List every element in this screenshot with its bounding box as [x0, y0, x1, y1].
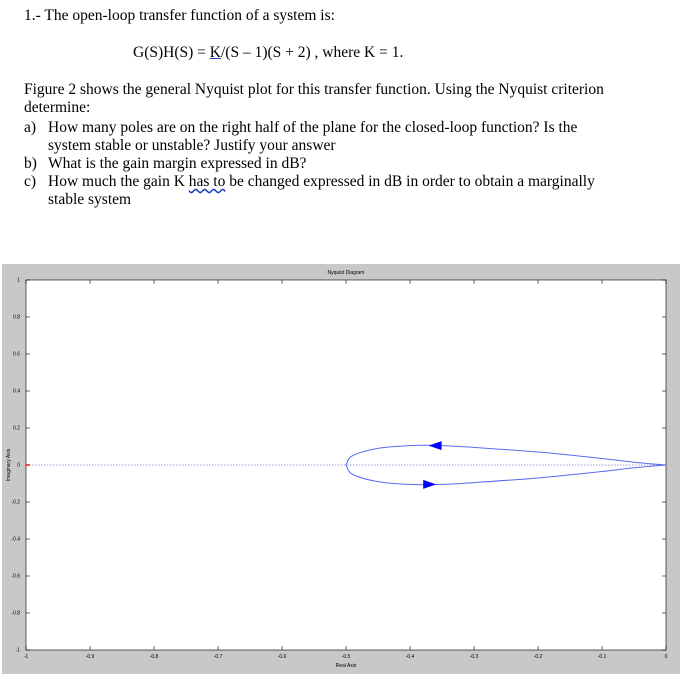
y-tick-label: -0.8: [11, 610, 20, 617]
x-tick-label: -1: [23, 654, 29, 660]
x-tick-label: -0.4: [405, 654, 415, 660]
y-tick-label: 0.8: [13, 314, 20, 321]
formula-left: G(S)H(S) =: [133, 44, 210, 61]
chart-title: Nyquist Diagram: [327, 270, 365, 276]
question-c-text: [48, 173, 608, 209]
x-tick-label: -0.8: [149, 654, 159, 660]
y-tick-label: -0.6: [11, 573, 20, 580]
y-tick-label: -1: [15, 647, 20, 654]
question-c-label: c): [24, 173, 37, 190]
y-tick-label: 0.6: [13, 351, 20, 358]
nyquist-figure: [2, 264, 680, 674]
x-tick-label: -0.9: [85, 654, 95, 660]
problem-title: 1.- The open-loop transfer function of a system is:: [24, 7, 335, 24]
question-a-text: How many poles are on the right half of the plane for the closed-loop function? Is the system stable or unstable? Justify your answer: [48, 119, 578, 154]
x-tick-label: -0.7: [213, 654, 223, 660]
x-tick-label: -0.5: [341, 654, 351, 660]
x-tick-label: -0.3: [469, 654, 479, 660]
question-b-label: b): [24, 155, 37, 172]
question-c-wavy: has to: [188, 173, 226, 190]
y-tick-label: 0.2: [13, 425, 20, 432]
question-c-post: be changed expressed in dB in order to obtain a marginally stable system: [48, 173, 595, 208]
question-b-text: What is the gain margin expressed in dB?: [48, 155, 307, 172]
y-tick-label: 0: [17, 462, 20, 469]
question-a-label: a): [24, 119, 37, 136]
transfer-function-formula: [133, 44, 403, 62]
y-tick-label: -0.2: [11, 499, 20, 506]
nyquist-chart: [2, 264, 680, 674]
formula-rest: /(S – 1)(S + 2) , where K = 1.: [220, 44, 404, 61]
formula-gain-k: K: [209, 44, 221, 61]
question-c-pre: How much the gain K: [48, 173, 189, 190]
y-tick-label: 0.4: [13, 388, 20, 395]
problem-intro: Figure 2 shows the general Nyquist plot for this transfer function. Using the Nyquist criterion determine:: [24, 81, 604, 116]
x-tick-label: -0.6: [277, 654, 287, 660]
x-tick-label: -0.2: [533, 654, 543, 660]
x-axis-label: Real Axis: [335, 663, 357, 669]
y-tick-label: 1: [17, 277, 20, 284]
y-tick-label: -0.4: [11, 536, 20, 543]
x-tick-label: 0: [664, 654, 668, 660]
y-axis-label: Imaginary Axis: [6, 448, 12, 482]
x-tick-label: -0.1: [597, 654, 607, 660]
